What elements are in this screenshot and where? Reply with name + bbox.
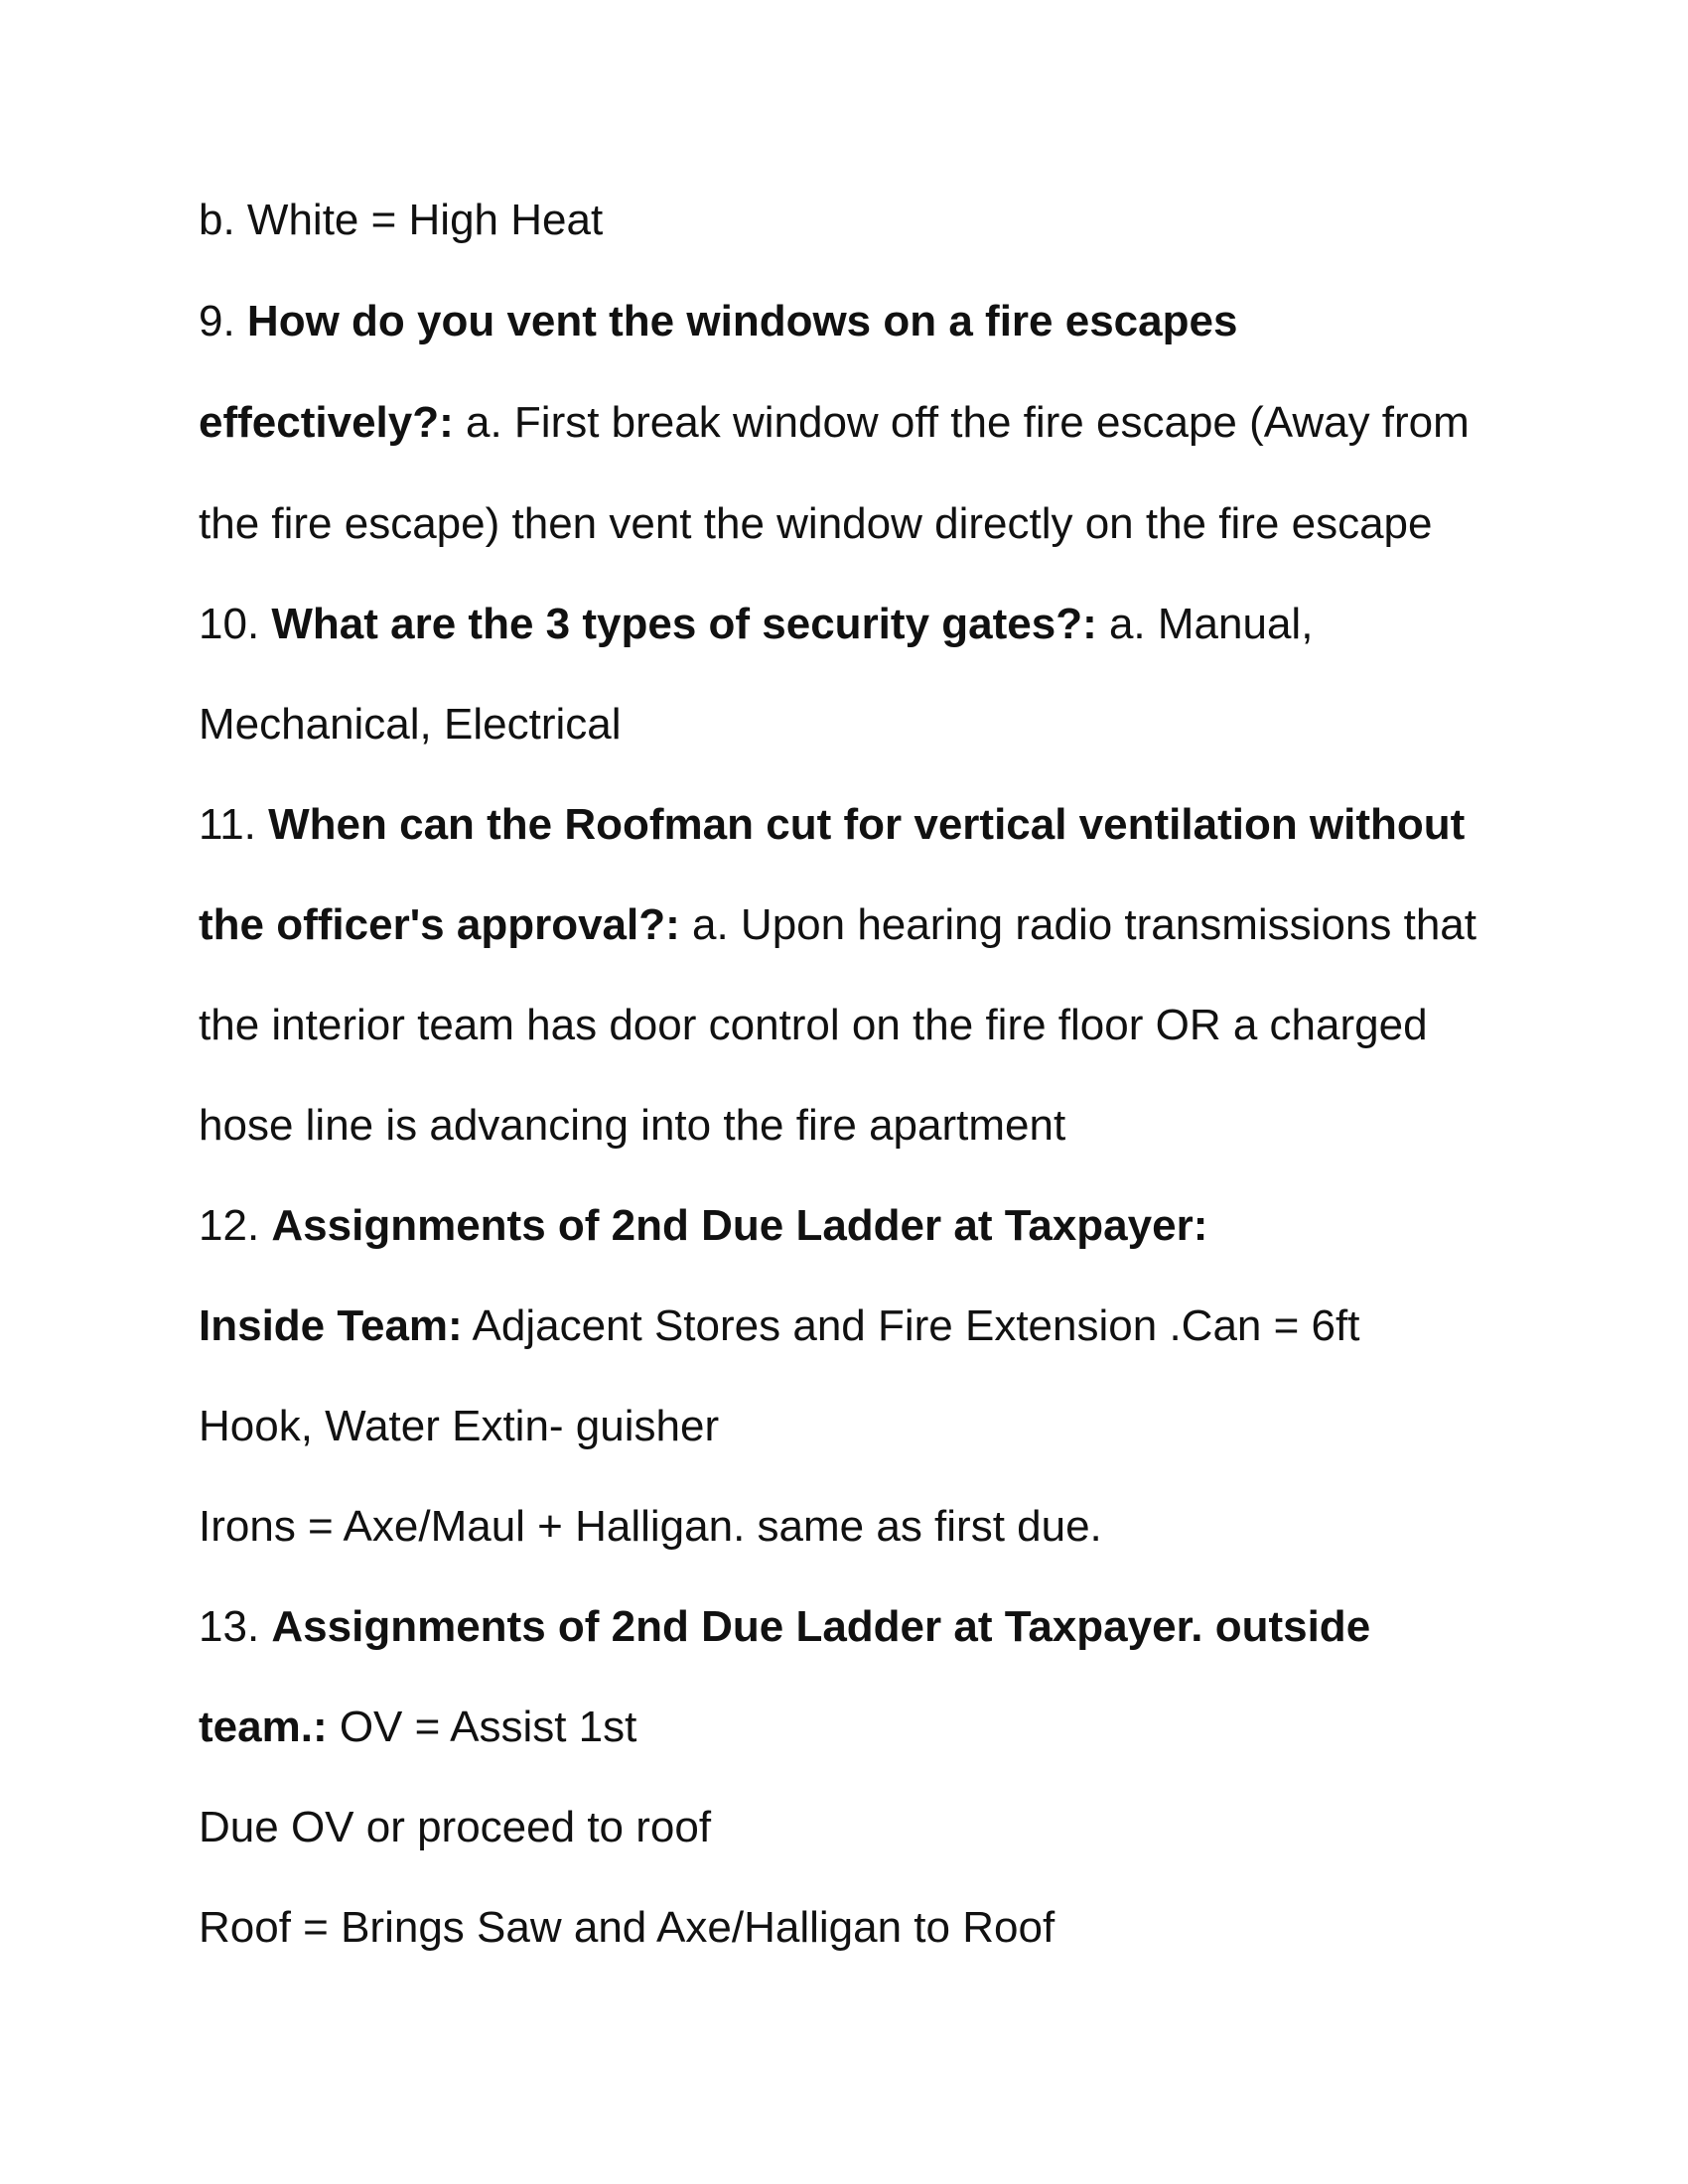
answer-text: a. First break window off the fire escape (Away from (453, 398, 1470, 447)
question-9-line (199, 297, 1237, 346)
answer-text: OV = Assist 1st (327, 1703, 637, 1751)
inside-team-line (199, 1301, 1359, 1351)
answer-text: Mechanical, Electrical (199, 700, 622, 749)
answer-text: a. Manual, (1096, 600, 1314, 648)
answer-text: Adjacent Stores and Fire Extension .Can = 6ft (462, 1301, 1360, 1350)
roof-line (199, 1903, 1055, 1953)
question-text: effectively?: (199, 398, 454, 447)
question-number: 13. (199, 1602, 272, 1651)
answer-text: hose line is advancing into the fire apartment (199, 1101, 1066, 1150)
answer-line (199, 1101, 1065, 1151)
question-number: 9. (199, 297, 247, 345)
answer-line (199, 1001, 1428, 1050)
answer-line (199, 196, 603, 245)
answer-line (199, 1803, 711, 1852)
inside-team-label: Inside Team: (199, 1301, 463, 1350)
question-13-line (199, 1602, 1370, 1652)
answer-line (199, 700, 622, 750)
document-page (199, 0, 1509, 2184)
answer-text: Irons = Axe/Maul + Halligan. same as first due. (199, 1502, 1102, 1551)
answer-text: a. Upon hearing radio transmissions that (679, 900, 1477, 949)
question-9-line (199, 398, 1470, 448)
question-11-line (199, 800, 1465, 850)
question-10-line (199, 600, 1313, 649)
answer-text: the interior team has door control on the fire floor OR a charged (199, 1001, 1428, 1049)
answer-line (199, 499, 1432, 549)
question-11-line (199, 900, 1477, 950)
question-text: When can the Roofman cut for vertical ventilation without (268, 800, 1466, 849)
answer-text: Roof = Brings Saw and Axe/Halligan to Roof (199, 1903, 1055, 1952)
answer-text: b. White = High Heat (199, 196, 604, 244)
question-number: 12. (199, 1201, 272, 1250)
question-text: the officer's approval?: (199, 900, 680, 949)
answer-line (199, 1402, 719, 1451)
question-number: 10. (199, 600, 272, 648)
answer-text: the fire escape) then vent the window directly on the fire escape (199, 499, 1433, 548)
question-text: team.: (199, 1703, 328, 1751)
question-text: Assignments of 2nd Due Ladder at Taxpayer: (271, 1201, 1208, 1250)
question-number: 11. (199, 800, 269, 849)
question-text: How do you vent the windows on a fire escapes (246, 297, 1238, 345)
answer-text: Due OV or proceed to roof (199, 1803, 712, 1851)
question-13-line (199, 1703, 636, 1752)
question-12-line (199, 1201, 1207, 1251)
question-text: What are the 3 types of security gates?: (271, 600, 1097, 648)
question-text: Assignments of 2nd Due Ladder at Taxpayer. outside (271, 1602, 1371, 1651)
irons-line (199, 1502, 1102, 1552)
answer-text: Hook, Water Extin- guisher (199, 1402, 720, 1450)
